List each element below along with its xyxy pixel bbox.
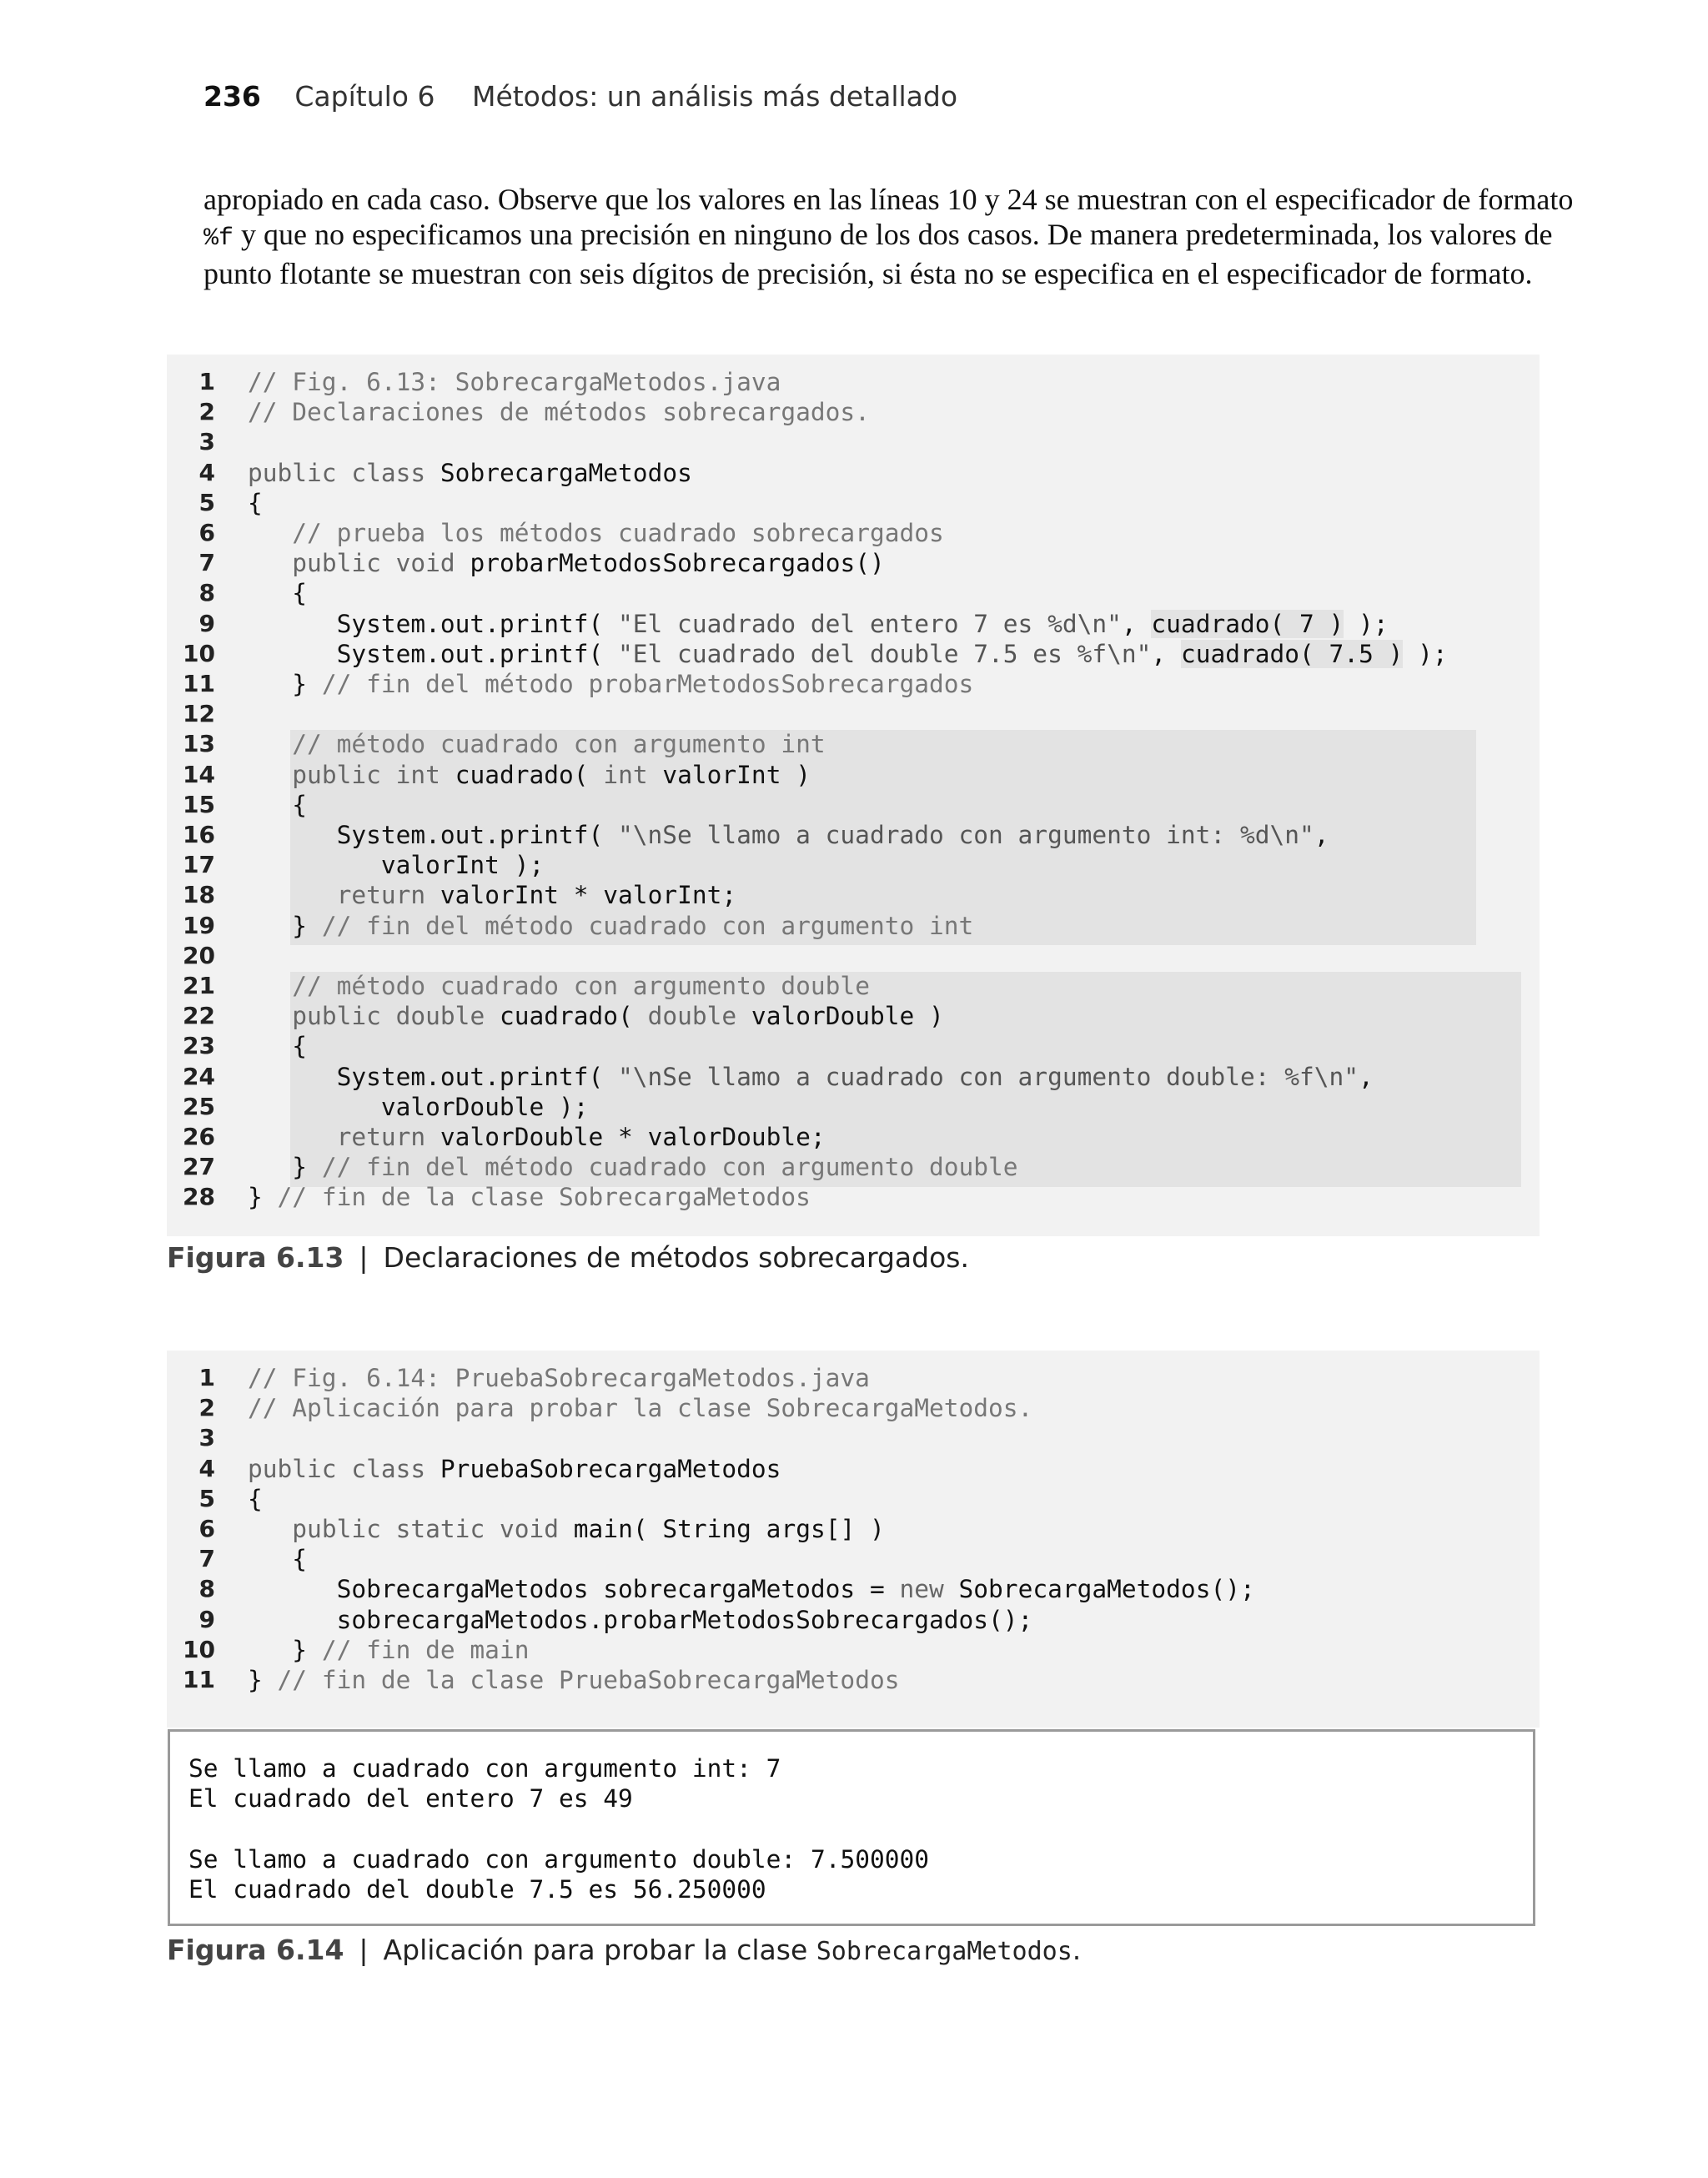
intro-code-format: %f — [203, 224, 234, 253]
fig614-line-8 — [167, 1574, 1540, 1604]
output-line: El cuadrado del double 7.5 es 56.250000 — [188, 1874, 766, 1904]
line-number: 6 — [198, 1515, 215, 1542]
line-number: 2 — [198, 398, 215, 426]
intro-line-3: punto flotante se muestran con seis dígitos de precisión, si ésta no se especifica en el especificador de formato. — [203, 257, 1533, 290]
output-line: Se llamo a cuadrado con argumento double: 7.500000 — [188, 1844, 930, 1874]
fig613-line-25 — [167, 1092, 1540, 1122]
line-number: 9 — [198, 1605, 215, 1633]
fig613-line-28 — [167, 1182, 1540, 1212]
code-text: public int cuadrado( int valorInt ) — [292, 760, 811, 789]
code-text: } // fin de la clase PruebaSobrecargaMetodos — [248, 1666, 900, 1694]
code-text: System.out.printf( "\nSe llamo a cuadrado con argumento double: %f\n", — [248, 1062, 1374, 1091]
line-number: 7 — [198, 1545, 215, 1573]
fig613-line-6 — [167, 518, 1540, 548]
code-text: } // fin del método cuadrado con argumento double — [248, 1153, 1018, 1182]
intro-line-2 — [203, 217, 1553, 256]
running-header — [203, 80, 957, 113]
code-text: valorDouble ); — [248, 1092, 589, 1121]
fig613-line-11 — [167, 669, 1540, 699]
output-line: El cuadrado del entero 7 es 49 — [188, 1784, 633, 1813]
code-text: } // fin de main — [248, 1635, 530, 1664]
line-number: 19 — [183, 911, 215, 939]
line-number: 12 — [183, 700, 215, 728]
line-number: 18 — [183, 881, 215, 909]
fig614-line-2 — [167, 1393, 1540, 1423]
fig614-line-7 — [167, 1544, 1540, 1574]
chapter-label: Capítulo 6 — [294, 80, 435, 113]
fig614-line-10 — [167, 1635, 1540, 1665]
caption-end: . — [1072, 1934, 1082, 1966]
line-number: 8 — [198, 1575, 215, 1603]
line-number: 27 — [183, 1153, 215, 1181]
fig614-line-6 — [167, 1514, 1540, 1544]
line-number: 20 — [183, 941, 215, 969]
code-text: public double cuadrado( double valorDouble ) — [292, 1002, 944, 1031]
fig613-line-9 — [167, 609, 1540, 639]
fig613-line-22 — [167, 1001, 1540, 1031]
line-number: 9 — [198, 609, 215, 637]
caption-label: Figura 6.14 — [167, 1934, 344, 1966]
fig613-line-13 — [167, 729, 1540, 759]
code-text: { — [248, 1032, 308, 1061]
code-text: valorInt ); — [248, 851, 545, 880]
code-text: // Fig. 6.13: SobrecargaMetodos.java — [248, 368, 781, 396]
line-number: 13 — [183, 730, 215, 758]
code-text: sobrecargaMetodos.probarMetodosSobrecargados(); — [248, 1605, 1033, 1634]
line-number: 26 — [183, 1123, 215, 1150]
code-text: public class SobrecargaMetodos — [248, 458, 692, 487]
fig613-line-18 — [167, 880, 1540, 910]
fig613-line-16 — [167, 820, 1540, 850]
line-number: 5 — [198, 488, 215, 516]
fig614-line-1 — [167, 1363, 1540, 1393]
line-number: 6 — [198, 519, 215, 546]
fig613-line-14 — [167, 760, 1540, 790]
line-number: 10 — [183, 1635, 215, 1663]
line-number: 17 — [183, 851, 215, 879]
code-text: System.out.printf( "\nSe llamo a cuadrado con argumento int: %d\n", — [248, 821, 1329, 849]
line-number: 11 — [183, 670, 215, 697]
intro-line-1: apropiado en cada caso. Observe que los valores en las líneas 10 y 24 se muestran con el especificador de formato — [203, 183, 1574, 216]
fig613-line-26 — [167, 1122, 1540, 1152]
fig613-line-15 — [167, 790, 1540, 820]
code-text: // Fig. 6.14: PruebaSobrecargaMetodos.java — [248, 1364, 870, 1392]
line-number: 7 — [198, 549, 215, 577]
line-number: 1 — [198, 1364, 215, 1391]
code-text: { — [248, 579, 308, 608]
line-number: 21 — [183, 972, 215, 999]
fig613-line-27 — [167, 1152, 1540, 1182]
code-text: { — [248, 1545, 308, 1574]
code-text: // método cuadrado con argumento double — [292, 972, 870, 1000]
fig614-line-3 — [167, 1423, 1540, 1453]
figure-caption-6-14 — [167, 1934, 1081, 1966]
line-number: 4 — [198, 1454, 215, 1482]
code-text: return valorInt * valorInt; — [336, 881, 737, 910]
line-number: 3 — [198, 1424, 215, 1452]
chapter-title: Métodos: un análisis más detallado — [471, 80, 958, 113]
line-number: 25 — [183, 1092, 215, 1120]
fig614-line-4 — [167, 1454, 1540, 1484]
fig613-line-5 — [167, 488, 1540, 518]
code-text: // Aplicación para probar la clase SobrecargaMetodos. — [248, 1394, 1033, 1423]
code-text: public void probarMetodosSobrecargados() — [292, 549, 885, 578]
code-listing-fig-6-13 — [167, 355, 1540, 1236]
code-text: // método cuadrado con argumento int — [292, 730, 826, 759]
figure-caption-6-13 — [167, 1241, 969, 1274]
intro-line-2-text: y que no especificamos una precisión en ninguno de los dos casos. De manera predeterminada, los valores de — [234, 218, 1553, 251]
fig613-line-1 — [167, 367, 1540, 397]
line-number: 2 — [198, 1394, 215, 1422]
line-number: 5 — [198, 1484, 215, 1512]
fig613-line-2 — [167, 397, 1540, 427]
fig614-line-5 — [167, 1484, 1540, 1514]
code-text: { — [248, 488, 263, 517]
caption-separator: | — [359, 1934, 369, 1966]
line-number: 28 — [183, 1183, 215, 1211]
line-number: 11 — [183, 1666, 215, 1693]
fig613-line-24 — [167, 1062, 1540, 1092]
caption-text: Declaraciones de métodos sobrecargados. — [383, 1241, 969, 1274]
fig613-line-7 — [167, 548, 1540, 578]
line-number: 24 — [183, 1062, 215, 1090]
line-number: 22 — [183, 1002, 215, 1030]
fig613-line-10 — [167, 639, 1540, 669]
line-number: 3 — [198, 428, 215, 456]
line-number: 10 — [183, 639, 215, 667]
code-text: } // fin de la clase SobrecargaMetodos — [248, 1183, 811, 1212]
code-text: // prueba los métodos cuadrado sobrecargados — [292, 519, 944, 547]
code-text: } // fin del método probarMetodosSobrecargados — [248, 670, 974, 698]
fig613-line-20 — [167, 941, 1540, 971]
code-text: { — [248, 790, 308, 819]
fig613-line-19 — [167, 911, 1540, 941]
fig613-line-23 — [167, 1031, 1540, 1061]
fig614-line-9 — [167, 1605, 1540, 1635]
output-line: Se llamo a cuadrado con argumento int: 7 — [188, 1754, 781, 1783]
caption-text: Aplicación para probar la clase — [383, 1934, 808, 1966]
code-text: // Declaraciones de métodos sobrecargados. — [248, 398, 870, 427]
intro-paragraph — [203, 182, 1574, 291]
fig613-line-3 — [167, 427, 1540, 457]
line-number: 1 — [198, 368, 215, 395]
code-text: public class PruebaSobrecargaMetodos — [248, 1454, 781, 1483]
page-number: 236 — [203, 80, 261, 113]
line-number: 23 — [183, 1032, 215, 1060]
line-number: 8 — [198, 579, 215, 607]
program-output — [168, 1729, 1535, 1926]
line-number: 15 — [183, 790, 215, 818]
fig613-line-21 — [167, 971, 1540, 1001]
code-text: System.out.printf( "El cuadrado del double 7.5 es %f\n", cuadrado( 7.5 ) ); — [248, 639, 1448, 668]
caption-code: SobrecargaMetodos — [816, 1937, 1073, 1966]
code-text: return valorDouble * valorDouble; — [336, 1123, 826, 1151]
fig613-line-8 — [167, 578, 1540, 608]
code-text: SobrecargaMetodos sobrecargaMetodos = new SobrecargaMetodos(); — [248, 1575, 1255, 1604]
line-number: 4 — [198, 458, 215, 486]
code-text: System.out.printf( "El cuadrado del entero 7 es %d\n", cuadrado( 7 ) ); — [248, 609, 1389, 638]
line-number: 16 — [183, 821, 215, 848]
line-number: 14 — [183, 760, 215, 788]
code-listing-fig-6-14 — [167, 1351, 1540, 1728]
code-text: } // fin del método cuadrado con argumento int — [248, 911, 974, 940]
fig613-line-4 — [167, 458, 1540, 488]
code-text: { — [248, 1484, 263, 1513]
fig614-line-11 — [167, 1665, 1540, 1695]
fig613-line-17 — [167, 850, 1540, 880]
code-text: public static void main( String args[] ) — [292, 1515, 885, 1543]
caption-label: Figura 6.13 — [167, 1241, 344, 1274]
caption-separator: | — [359, 1241, 369, 1274]
fig613-line-12 — [167, 699, 1540, 729]
